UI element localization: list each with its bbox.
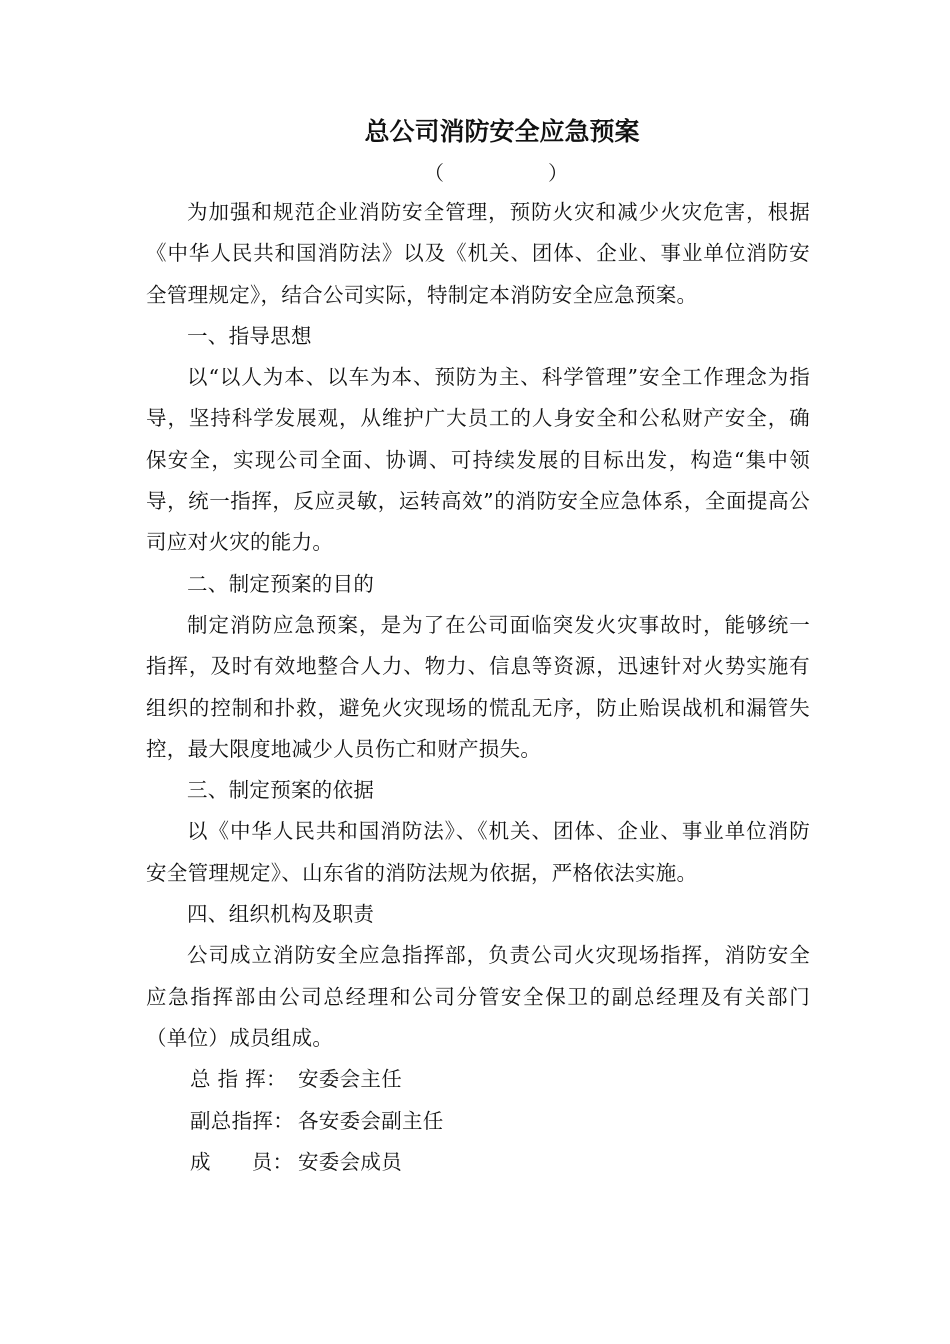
role-value: 各安委会副主任 (298, 1108, 444, 1133)
section-body-purpose: 制定消防应急预案，是为了在公司面临突发火灾事故时，能够统一指挥，及时有效地整合人力、物力、信息等资源，迅速针对火势实施有组织的控制和扑救，避免火灾现场的慌乱无序，防止贻误战机和漏管失控，最大限度地减少人员伤亡和财产损失。 (146, 612, 810, 761)
section-body-organization: 公司成立消防安全应急指挥部，负责公司火灾现场指挥，消防安全应急指挥部由公司总经理和公司分管安全保卫的副总经理及有关部门（单位）成员组成。 (146, 943, 810, 1050)
section-heading-purpose: 二、制定预案的目的 (187, 571, 375, 596)
role-value: 安委会成员 (298, 1149, 402, 1174)
section-body-basis: 以《中华人民共和国消防法》、《机关、团体、企业、事业单位消防安全管理规定》、山东省的消防法规为依据，严格依法实施。 (146, 819, 810, 885)
role-value: 安委会主任 (298, 1067, 402, 1092)
role-label: 副总指挥： (190, 1108, 294, 1133)
document-page (146, 110, 810, 1183)
role-label: 总 指 挥： (190, 1067, 287, 1092)
document-date-placeholder (146, 154, 810, 192)
role-row-members (146, 1142, 810, 1183)
section-body-guiding-ideology: 以“以人为本、以车为本、预防为主、科学管理”安全工作理念为指导，坚持科学发展观，从维护广大员工的人身安全和公私财产安全，确保安全，实现公司全面、协调、可持续发展的目标出发，构造“集中领导，统一指挥，反应灵敏，运转高效”的消防安全应急体系，全面提高公司应对火灾的能力。 (146, 365, 810, 555)
section-heading-basis: 三、制定预案的依据 (187, 778, 375, 803)
role-row-deputy-commander (146, 1101, 810, 1142)
role-row-commander (146, 1059, 810, 1100)
intro-paragraph: 为加强和规范企业消防安全管理，预防火灾和减少火灾危害，根据《中华人民共和国消防法》以及《机关、团体、企业、事业单位消防安全管理规定》，结合公司实际，特制定本消防安全应急预案。 (146, 200, 810, 307)
date-close-paren: ） (548, 161, 568, 185)
role-label: 成 员： (190, 1149, 294, 1174)
date-open-paren: （ (424, 161, 444, 185)
section-heading-guiding-ideology: 一、指导思想 (187, 323, 312, 348)
section-heading-organization: 四、组织机构及职责 (187, 902, 375, 927)
document-title: 总公司消防安全应急预案 (364, 117, 640, 146)
